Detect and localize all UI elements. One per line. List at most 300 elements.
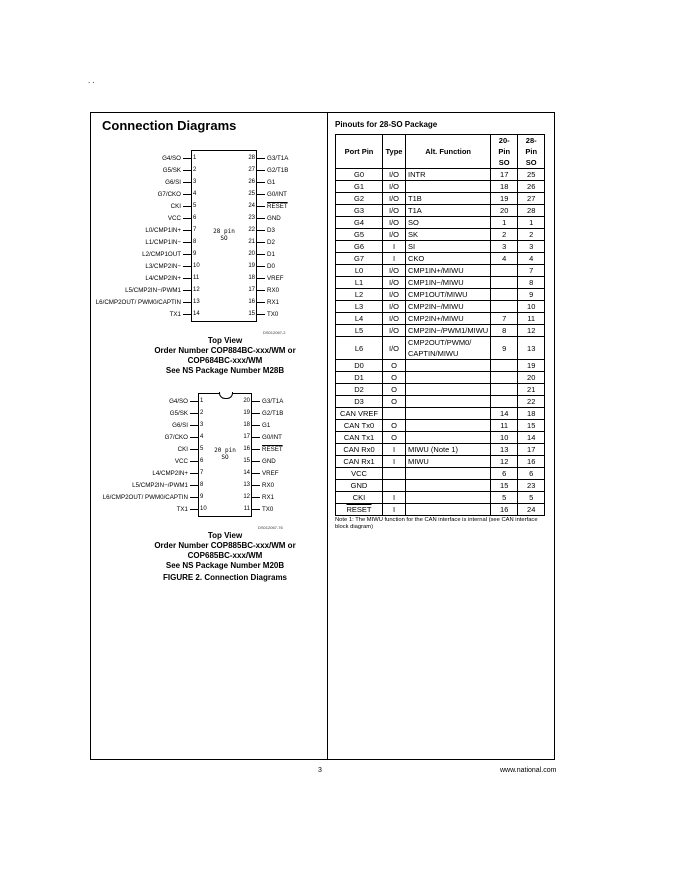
cell-20-pin: 1 xyxy=(491,217,518,229)
cell-alt-function xyxy=(406,408,491,420)
right-pin-lead xyxy=(252,401,260,402)
left-pin-name: L3/CMP2IN− xyxy=(145,262,181,270)
table-row xyxy=(336,253,545,265)
cell-28-pin: 18 xyxy=(518,408,545,420)
right-pin-lead xyxy=(252,437,260,438)
right-pin-name: G3/T1A xyxy=(262,397,284,405)
cell-port-pin: CAN Rx0 xyxy=(336,444,383,456)
cell-type: I xyxy=(383,504,406,516)
cell-28-pin: 22 xyxy=(518,396,545,408)
cell-28-pin: 4 xyxy=(518,253,545,265)
right-pin-number: 27 xyxy=(248,166,255,173)
cell-type: I/O xyxy=(383,301,406,313)
right-pin-lead xyxy=(252,497,260,498)
left-pin-number: 6 xyxy=(200,457,204,464)
table-row xyxy=(336,217,545,229)
right-pin-lead xyxy=(257,218,265,219)
table-row xyxy=(336,444,545,456)
cell-port-pin: GND xyxy=(336,480,383,492)
right-pin-name: G3/T1A xyxy=(267,154,289,162)
cell-type: I/O xyxy=(383,277,406,289)
caption-line: Order Number COP885BC-xxx/WM or xyxy=(154,541,296,550)
right-pin-name: RX0 xyxy=(262,481,275,489)
cell-type: I/O xyxy=(383,325,406,337)
caption-line: COP684BC-xxx/WM xyxy=(187,356,263,365)
cell-alt-function: T1B xyxy=(406,193,491,205)
cell-type: O xyxy=(383,372,406,384)
right-pin-number: 20 xyxy=(243,397,250,404)
right-pin-lead xyxy=(257,170,265,171)
cell-type: I/O xyxy=(383,193,406,205)
cell-type: I/O xyxy=(383,217,406,229)
cell-alt-function xyxy=(406,468,491,480)
right-pin-name: G1 xyxy=(262,421,271,429)
cell-type: O xyxy=(383,360,406,372)
left-pin-lead xyxy=(183,242,191,243)
cell-28-pin: 6 xyxy=(518,468,545,480)
right-pin-number: 18 xyxy=(248,274,255,281)
right-pin-name: G1 xyxy=(267,178,276,186)
cell-28-pin: 21 xyxy=(518,384,545,396)
cell-type: I/O xyxy=(383,229,406,241)
right-pin-number: 18 xyxy=(243,421,250,428)
cell-28-pin: 14 xyxy=(518,432,545,444)
cell-28-pin: 19 xyxy=(518,360,545,372)
left-pin-name: VCC xyxy=(174,457,188,465)
cell-28-pin: 8 xyxy=(518,277,545,289)
right-pin-number: 15 xyxy=(243,457,250,464)
left-pin-lead xyxy=(183,266,191,267)
table-body xyxy=(336,169,545,516)
right-pin-lead xyxy=(257,230,265,231)
cell-alt-function: CMP2IN−/MIWU xyxy=(406,301,491,313)
left-pin-name: TX1 xyxy=(176,505,188,513)
table-row xyxy=(336,384,545,396)
right-pin-name: GND xyxy=(262,457,276,465)
cell-20-pin xyxy=(491,301,518,313)
right-pin-name: RX0 xyxy=(267,286,280,294)
right-pin-number: 11 xyxy=(243,505,250,512)
table-row xyxy=(336,337,545,360)
cell-alt-function xyxy=(406,420,491,432)
left-pin-name: G5/SK xyxy=(169,409,188,417)
cell-alt-function: SI xyxy=(406,241,491,253)
cell-port-pin: VCC xyxy=(336,468,383,480)
cell-alt-function xyxy=(406,181,491,193)
cell-20-pin xyxy=(491,384,518,396)
cell-20-pin: 14 xyxy=(491,408,518,420)
cell-20-pin: 9 xyxy=(491,337,518,360)
cell-port-pin: D2 xyxy=(336,384,383,396)
cell-alt-function xyxy=(406,372,491,384)
cell-port-pin: G2 xyxy=(336,193,383,205)
left-pin-lead xyxy=(190,509,198,510)
left-pin-name: G6/SI xyxy=(165,178,181,186)
left-pin-lead xyxy=(183,206,191,207)
right-pin-number: 19 xyxy=(243,409,250,416)
note-1: Note 1: The MIWU function for the CAN interface is internal (see CAN interface block diagram) xyxy=(335,517,538,530)
cell-28-pin: 24 xyxy=(518,504,545,516)
cell-28-pin: 10 xyxy=(518,301,545,313)
header-port-pin: Port Pin xyxy=(336,135,383,169)
right-pin-number: 26 xyxy=(248,178,255,185)
left-pin-number: 7 xyxy=(193,226,197,233)
cell-alt-function: CMP1IN+/MIWU xyxy=(406,265,491,277)
right-pin-number: 12 xyxy=(243,493,250,500)
cell-20-pin xyxy=(491,265,518,277)
cell-port-pin: L2 xyxy=(336,289,383,301)
cell-20-pin: 12 xyxy=(491,456,518,468)
left-pin-lead xyxy=(183,290,191,291)
cell-type: I/O xyxy=(383,313,406,325)
left-pin-name: L5/CMP2IN−/PWM1 xyxy=(125,286,181,294)
table-row xyxy=(336,360,545,372)
cell-28-pin: 17 xyxy=(518,444,545,456)
cell-type xyxy=(383,408,406,420)
caption-line: See NS Package Number M20B xyxy=(165,561,285,570)
cell-28-pin: 2 xyxy=(518,229,545,241)
left-pin-name: TX1 xyxy=(169,310,181,318)
right-pin-name: D1 xyxy=(267,250,275,258)
cell-alt-function xyxy=(406,504,491,516)
left-pin-number: 10 xyxy=(193,262,200,269)
cell-28-pin: 16 xyxy=(518,456,545,468)
pinouts-title: Pinouts for 28-SO Package xyxy=(335,120,438,129)
website: www.national.com xyxy=(500,767,557,774)
diagram-ref-id: DS012067-2 xyxy=(263,330,286,335)
left-pin-name: L1/CMP1IN− xyxy=(145,238,181,246)
cell-20-pin: 10 xyxy=(491,432,518,444)
cell-type: I/O xyxy=(383,289,406,301)
cell-alt-function xyxy=(406,360,491,372)
cell-28-pin: 11 xyxy=(518,313,545,325)
cell-20-pin: 7 xyxy=(491,313,518,325)
chip-label-size: 20 pin xyxy=(214,447,236,454)
left-pin-number: 4 xyxy=(200,433,204,440)
left-pin-lead xyxy=(183,254,191,255)
left-pin-number: 1 xyxy=(193,154,197,161)
right-pin-lead xyxy=(252,461,260,462)
left-pin-lead xyxy=(183,194,191,195)
right-pin-name: D0 xyxy=(267,262,275,270)
cell-20-pin: 11 xyxy=(491,420,518,432)
right-pin-lead xyxy=(257,206,265,207)
caption-line: Top View xyxy=(207,531,243,540)
cell-20-pin: 13 xyxy=(491,444,518,456)
right-pin-number: 19 xyxy=(248,262,255,269)
cell-type: I/O xyxy=(383,169,406,181)
cell-28-pin: 13 xyxy=(518,337,545,360)
cell-alt-function xyxy=(406,480,491,492)
table-row xyxy=(336,420,545,432)
cell-alt-function: CMP2IN+/MIWU xyxy=(406,313,491,325)
right-pin-name: TX0 xyxy=(267,310,279,318)
table-header-row xyxy=(336,135,545,169)
table-row xyxy=(336,277,545,289)
right-pin-lead xyxy=(257,254,265,255)
left-pin-name: L6/CMP2OUT/ PWM0/CAPTIN xyxy=(102,493,188,501)
cell-28-pin: 5 xyxy=(518,492,545,504)
cell-alt-function: CMP2OUT/PWM0/ CAPTIN/MIWU xyxy=(406,337,491,360)
table-row xyxy=(336,169,545,181)
cell-type: I xyxy=(383,492,406,504)
left-pin-number: 13 xyxy=(193,298,200,305)
cell-alt-function: MIWU (Note 1) xyxy=(406,444,491,456)
cell-type: O xyxy=(383,384,406,396)
left-pin-lead xyxy=(183,218,191,219)
right-pin-lead xyxy=(257,158,265,159)
cell-type: I/O xyxy=(383,181,406,193)
left-pin-name: G7/CKO xyxy=(164,433,188,441)
caption-20-pin xyxy=(100,531,350,571)
cell-alt-function: CMP1IN−/MIWU xyxy=(406,277,491,289)
left-pin-number: 9 xyxy=(193,250,197,257)
left-pin-number: 9 xyxy=(200,493,204,500)
cell-28-pin: 23 xyxy=(518,480,545,492)
right-pin-lead xyxy=(257,302,265,303)
right-pin-lead xyxy=(257,290,265,291)
cell-alt-function: T1A xyxy=(406,205,491,217)
cell-28-pin: 15 xyxy=(518,420,545,432)
cell-20-pin: 6 xyxy=(491,468,518,480)
right-pin-number: 23 xyxy=(248,214,255,221)
right-pin-name: G0/INT xyxy=(267,190,287,198)
cell-port-pin: L0 xyxy=(336,265,383,277)
figure-caption: FIGURE 2. Connection Diagrams xyxy=(162,573,288,582)
cell-alt-function: CMP1OUT/MIWU xyxy=(406,289,491,301)
caption-28-pin xyxy=(100,336,350,376)
cell-type xyxy=(383,468,406,480)
cell-20-pin: 16 xyxy=(491,504,518,516)
caption-line: Top View xyxy=(207,336,243,345)
right-pin-name: D2 xyxy=(267,238,275,246)
left-pin-number: 7 xyxy=(200,469,204,476)
cell-20-pin: 20 xyxy=(491,205,518,217)
cell-port-pin: G1 xyxy=(336,181,383,193)
right-pin-lead xyxy=(257,194,265,195)
right-pin-number: 16 xyxy=(243,445,250,452)
left-pin-name: VCC xyxy=(167,214,181,222)
left-pin-number: 2 xyxy=(200,409,204,416)
cell-20-pin: 8 xyxy=(491,325,518,337)
cell-type: I xyxy=(383,444,406,456)
cell-alt-function: CMP2IN−/PWM1/MIWU xyxy=(406,325,491,337)
right-pin-number: 17 xyxy=(248,286,255,293)
cell-20-pin xyxy=(491,289,518,301)
cell-port-pin: G3 xyxy=(336,205,383,217)
left-pin-name: G4/SO xyxy=(169,397,188,405)
cell-28-pin: 3 xyxy=(518,241,545,253)
left-pin-number: 8 xyxy=(193,238,197,245)
caption-line: See NS Package Number M28B xyxy=(165,366,285,375)
caption-line: Order Number COP884BC-xxx/WM or xyxy=(154,346,296,355)
left-pin-name: G7/CKO xyxy=(157,190,181,198)
cell-port-pin: D1 xyxy=(336,372,383,384)
cell-port-pin: D0 xyxy=(336,360,383,372)
cell-28-pin: 28 xyxy=(518,205,545,217)
left-pin-lead xyxy=(190,485,198,486)
chip-label-size: 28 pin xyxy=(213,228,235,235)
left-pin-lead xyxy=(183,230,191,231)
cell-type: O xyxy=(383,396,406,408)
cell-alt-function xyxy=(406,396,491,408)
cell-port-pin: G6 xyxy=(336,241,383,253)
cell-20-pin: 18 xyxy=(491,181,518,193)
page-number: 3 xyxy=(318,767,322,774)
cell-port-pin: RESET xyxy=(336,504,383,516)
cell-type: I xyxy=(383,253,406,265)
table-row xyxy=(336,456,545,468)
left-pin-lead xyxy=(190,449,198,450)
cell-28-pin: 12 xyxy=(518,325,545,337)
right-pin-number: 28 xyxy=(248,154,255,161)
left-pin-name: G4/SO xyxy=(162,154,181,162)
cell-28-pin: 7 xyxy=(518,265,545,277)
right-pin-number: 15 xyxy=(248,310,255,317)
table-row xyxy=(336,205,545,217)
right-pin-name: GND xyxy=(267,214,281,222)
header-alt-function: Alt. Function xyxy=(406,135,491,169)
cell-20-pin: 4 xyxy=(491,253,518,265)
right-pin-name: G0/INT xyxy=(262,433,282,441)
table-row xyxy=(336,480,545,492)
cell-alt-function xyxy=(406,384,491,396)
right-pin-lead xyxy=(257,242,265,243)
left-pin-name: L2/CMP1OUT xyxy=(142,250,181,258)
right-pin-name: RX1 xyxy=(267,298,280,306)
table-row xyxy=(336,468,545,480)
cell-port-pin: CAN Tx1 xyxy=(336,432,383,444)
caption-line: COP685BC-xxx/WM xyxy=(187,551,263,560)
cell-28-pin: 20 xyxy=(518,372,545,384)
right-pin-name: RX1 xyxy=(262,493,275,501)
cell-alt-function xyxy=(406,432,491,444)
left-pin-number: 4 xyxy=(193,190,197,197)
right-pin-number: 16 xyxy=(248,298,255,305)
cell-alt-function: CKO xyxy=(406,253,491,265)
left-pin-lead xyxy=(190,413,198,414)
table-row xyxy=(336,504,545,516)
left-pin-lead xyxy=(183,278,191,279)
cell-port-pin: G5 xyxy=(336,229,383,241)
right-pin-lead xyxy=(257,278,265,279)
left-pin-lead xyxy=(190,473,198,474)
table-row xyxy=(336,229,545,241)
right-pin-name: VREF xyxy=(267,274,284,282)
cell-type xyxy=(383,480,406,492)
cell-20-pin: 5 xyxy=(491,492,518,504)
cell-20-pin: 2 xyxy=(491,229,518,241)
cell-alt-function: SO xyxy=(406,217,491,229)
left-pin-number: 1 xyxy=(200,397,204,404)
right-pin-lead xyxy=(252,449,260,450)
cell-type: I/O xyxy=(383,205,406,217)
cell-port-pin: L6 xyxy=(336,337,383,360)
cell-20-pin: 3 xyxy=(491,241,518,253)
left-pin-name: L5/CMP2IN−/PWM1 xyxy=(132,481,188,489)
column-divider xyxy=(327,112,328,760)
table-row xyxy=(336,432,545,444)
cell-alt-function: MIWU xyxy=(406,456,491,468)
cell-port-pin: CAN Rx1 xyxy=(336,456,383,468)
table-row xyxy=(336,372,545,384)
cell-20-pin: 15 xyxy=(491,480,518,492)
cell-port-pin: G7 xyxy=(336,253,383,265)
chip-label-package: SO xyxy=(221,454,229,461)
right-pin-number: 24 xyxy=(248,202,255,209)
left-pin-number: 8 xyxy=(200,481,204,488)
left-pin-name: G5/SK xyxy=(162,166,181,174)
right-pin-number: 14 xyxy=(243,469,250,476)
cell-20-pin xyxy=(491,372,518,384)
cell-alt-function: INTR xyxy=(406,169,491,181)
cell-28-pin: 26 xyxy=(518,181,545,193)
section-title: Connection Diagrams xyxy=(102,118,237,133)
left-pin-lead xyxy=(183,182,191,183)
cell-20-pin: 19 xyxy=(491,193,518,205)
cell-28-pin: 27 xyxy=(518,193,545,205)
right-pin-number: 17 xyxy=(243,433,250,440)
left-pin-name: L4/CMP2IN+ xyxy=(152,469,188,477)
header-20-pin: 20-Pin SO xyxy=(491,135,518,169)
table-row xyxy=(336,313,545,325)
left-pin-lead xyxy=(190,425,198,426)
right-pin-number: 22 xyxy=(248,226,255,233)
right-pin-name: TX0 xyxy=(262,505,274,513)
left-pin-number: 14 xyxy=(193,310,200,317)
left-pin-lead xyxy=(190,437,198,438)
right-pin-lead xyxy=(257,182,265,183)
header-dots: . . xyxy=(88,76,95,85)
left-pin-name: L6/CMP2OUT/ PWM0/CAPTIN xyxy=(95,298,181,306)
cell-port-pin: L1 xyxy=(336,277,383,289)
cell-type: I xyxy=(383,456,406,468)
cell-port-pin: D3 xyxy=(336,396,383,408)
chip-label-package: SO xyxy=(220,235,228,242)
right-pin-name: G2/T1B xyxy=(262,409,284,417)
cell-port-pin: L3 xyxy=(336,301,383,313)
right-pin-name: RESET xyxy=(267,202,288,210)
table-row xyxy=(336,181,545,193)
table-row xyxy=(336,396,545,408)
right-pin-lead xyxy=(257,266,265,267)
right-pin-number: 20 xyxy=(248,250,255,257)
left-pin-lead xyxy=(183,314,191,315)
right-pin-number: 13 xyxy=(243,481,250,488)
right-pin-name: G2/T1B xyxy=(267,166,289,174)
left-pin-number: 5 xyxy=(200,445,204,452)
cell-20-pin xyxy=(491,277,518,289)
table-row xyxy=(336,193,545,205)
right-pin-lead xyxy=(252,473,260,474)
left-pin-lead xyxy=(190,461,198,462)
cell-port-pin: L5 xyxy=(336,325,383,337)
right-pin-name: D3 xyxy=(267,226,275,234)
cell-20-pin xyxy=(491,396,518,408)
cell-port-pin: CKI xyxy=(336,492,383,504)
left-pin-name: L4/CMP2IN+ xyxy=(145,274,181,282)
pinouts-table xyxy=(335,134,545,516)
left-pin-name: CKI xyxy=(170,202,181,210)
cell-alt-function: SK xyxy=(406,229,491,241)
left-pin-lead xyxy=(190,497,198,498)
cell-type: I/O xyxy=(383,265,406,277)
left-pin-lead xyxy=(190,401,198,402)
table-row xyxy=(336,408,545,420)
cell-port-pin: L4 xyxy=(336,313,383,325)
cell-type: I/O xyxy=(383,337,406,360)
left-pin-number: 10 xyxy=(200,505,207,512)
